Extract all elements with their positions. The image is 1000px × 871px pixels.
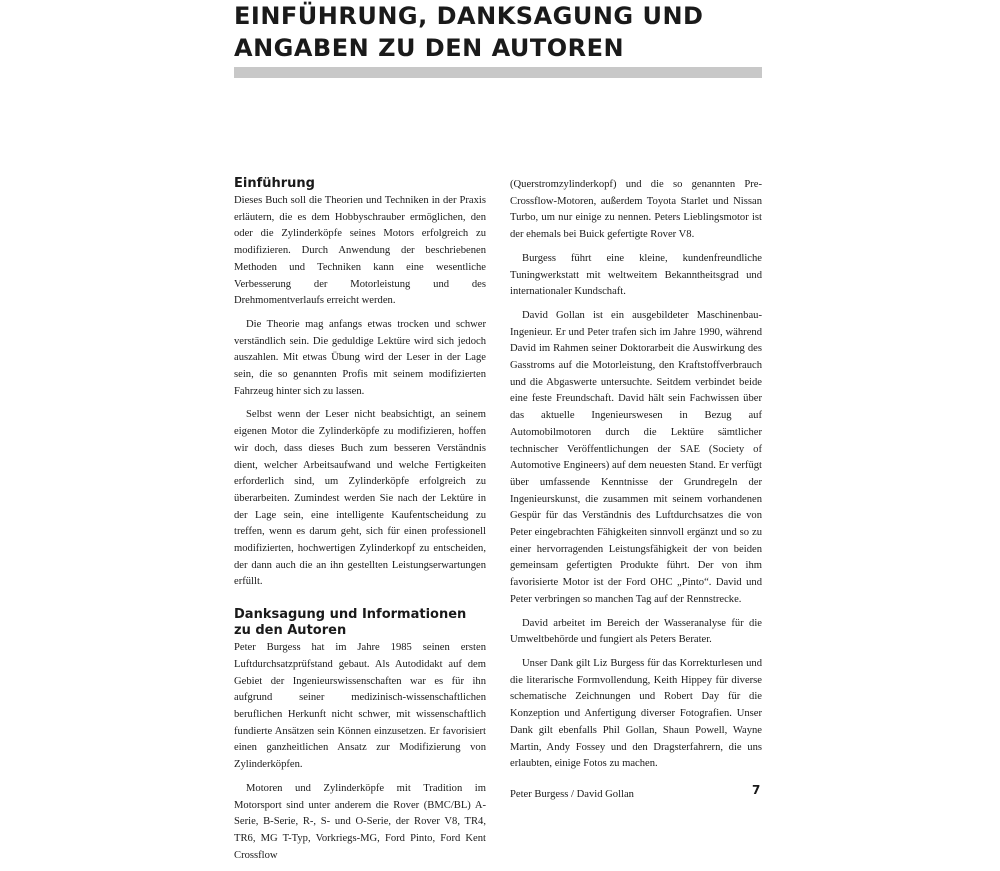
paragraph: Dieses Buch soll die Theorien und Techniken in der Praxis erläutern, die es dem Hobbyschrauber ermöglichen, den oder die Zylinderköpfe seines Motors erfolgreich zu modifizieren. Durch Anwendung der beschriebenen Methoden und Techniken kann eine wesentliche Verbesserung der Motorleistung und des Drehmomentverlaufs erreicht werden. — [234, 195, 486, 307]
paragraph: Peter Burgess hat im Jahre 1985 seinen ersten Luftdurchsatzprüfstand gebaut. Als Autodidakt auf dem Gebiet der Ingenieurswissenschaften war es für ihn aufgrund seiner medizinisch-wissenschaftlichen beruflichen Herkunft nicht schwer, mit wissenschaftlich fundierte Ansätzen sein Können einzusetzen. Er favorisiert einen ganzheitlichen Ansatz zur Modifizierung von Zylinderköpfen. — [234, 642, 486, 771]
left-column — [234, 176, 486, 871]
paragraph: (Querstromzylinderkopf) und die so genannten Pre-Crossflow-Motoren, außerdem Toyota Starlet und Nissan Turbo, um nur einige zu nennen. Peters Lieblingsmotor ist der ehemals bei Buick gefertigte Rover V8. — [510, 179, 762, 241]
paragraph: Selbst wenn der Leser nicht beabsichtigt, an seinem eigenen Motor die Zylinderköpfe zu modifizieren, hoffen wir doch, dass dieses Buch zum besseren Verständnis dient, welcher Arbeitsaufwand und welche Fertigkeiten erforderlich sind, um Zylinderköpfe erfolgreich zu überarbeiten. Zumindest werden Sie nach der Lektüre in der Lage sein, eine intelligente Kaufentscheidung zu treffen, wenn es darum geht, sich für einen professionell modifizierten, hochwertigen Zylinderkopf zu entscheiden, der dann auch die an ihn gestellten Leistungserwartungen erfüllt. — [234, 409, 486, 588]
page-title: EINFÜHRUNG, DANKSAGUNG UND ANGABEN ZU DEN AUTOREN — [234, 2, 704, 62]
paragraph: Burgess führt eine kleine, kundenfreundliche Tuningwerkstatt mit weltweitem Bekanntheitsgrad und internationaler Kundschaft. — [510, 252, 762, 298]
section-heading-acknowledgements: Danksagung und Informationen zu den Autoren — [234, 607, 467, 639]
paragraph: Unser Dank gilt Liz Burgess für das Korrekturlesen und die literarische Formvollendung, Keith Hippey für diverse schematische Zeichnungen und Robert Day für die Konzeption und Anfertigung diverser Fotografien. Unser Dank gilt ebenfalls Phil Gollan, Shaun Powell, Wayne Martin, Andy Fossey und den Dragsterfahrern, die uns erlaubten, einige Fotos zu machen. — [510, 657, 762, 770]
paragraph: David arbeitet im Bereich der Wasseranalyse für die Umweltbehörde und fungiert als Peters Berater. — [510, 617, 762, 646]
page-number: 7 — [752, 783, 761, 797]
author-signature: Peter Burgess / David Gollan — [510, 788, 634, 800]
paragraph: Motoren und Zylinderköpfe mit Tradition im Motorsport sind unter anderem die Rover (BMC/BL) A-Serie, B-Serie, R-, S- und O-Serie, der Rover V8, TR4, TR6, MG T-Typ, Vorkriegs-MG, Ford Pinto, Ford Kent Crossflow — [234, 782, 486, 861]
right-column — [510, 177, 762, 811]
paragraph: David Gollan ist ein ausgebildeter Maschinenbau-Ingenieur. Er und Peter trafen sich im Jahre 1990, während David im Rahmen seiner Doktorarbeit die Auswirkung des Gasstroms auf die Motorleistung, den Kraftstoffverbrauch und die Abgaswerte untersuchte. Seitdem verbindet beide eine feste Freundschaft. David hält sein Fachwissen über das aktuelle Ingenieurswesen in Bezug auf Automobilmotoren durch die Lektüre sämtlicher technischer Veröffentlichungen der SAE (Society of Automotive Engineers) auf dem neuesten Stand. Er verfügt über umfassende Kenntnisse der Grundregeln der Ingenieurskunst, die zusammen mit seinem vorhandenen Gespür für das Verständnis des Luftdurchsatzes die von Peter eingebrachten Fähigkeiten sinnvoll ergänzt und so zu einer hervorragenden Leistungsfähigkeit der von beiden gemeinsam gefertigten Produkte führt. Der von ihm favorisierte Motor ist der Ford OHC „Pinto“. David und Peter verbringen so manchen Tag auf der Rennstrecke. — [510, 309, 762, 605]
paragraph: Die Theorie mag anfangs etwas trocken und schwer verständlich sein. Die geduldige Lektüre wird sich jedoch auszahlen. Mit etwas Übung wird der Leser in der Lage sein, die so genannten Profis mit seinem modifizierten Fahrzeug hinter sich zu lassen. — [234, 318, 486, 397]
section-heading-introduction: Einführung — [234, 176, 315, 191]
title-rule — [234, 67, 762, 78]
